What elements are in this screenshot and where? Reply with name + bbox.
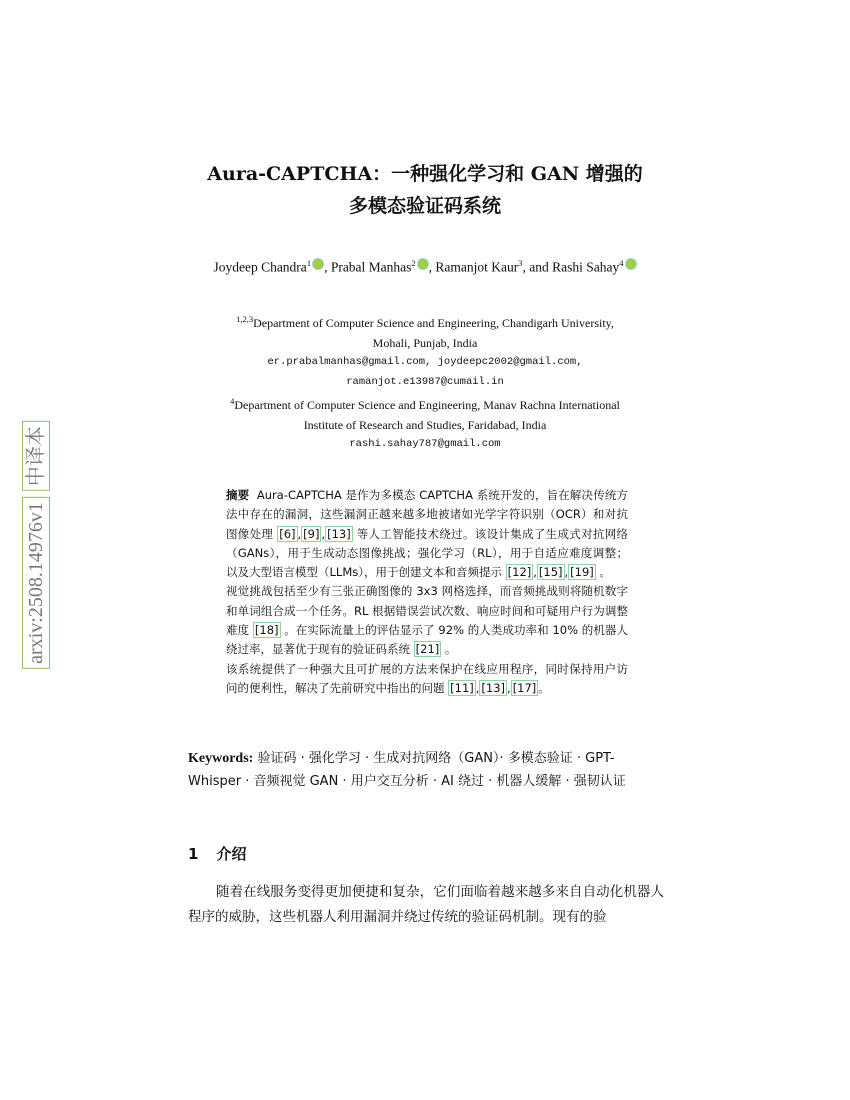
author-name: Rashi Sahay — [552, 259, 620, 275]
author-list — [190, 252, 660, 279]
citation-link[interactable]: [9] — [303, 526, 320, 541]
translation-tag: 中译本 — [22, 421, 50, 491]
citation-separator: , — [321, 526, 326, 541]
abstract-text: 。 — [441, 642, 457, 657]
section-heading — [188, 843, 246, 864]
affil-sup: 4 — [230, 396, 235, 406]
orcid-icon[interactable] — [417, 258, 429, 270]
abstract-paragraph — [226, 660, 628, 699]
citation-link[interactable]: [17] — [512, 680, 537, 695]
author-sup: 2 — [411, 258, 416, 268]
citation-link[interactable]: [13] — [481, 680, 506, 695]
title-line-1: Aura-CAPTCHA：一种强化学习和 GAN 增强的 — [207, 163, 643, 185]
author-sup: 3 — [518, 258, 523, 268]
affil-sup: 1,2,3 — [236, 314, 254, 324]
affil-line: Institute of Research and Studies, Faridabad, India — [303, 417, 547, 432]
keywords — [188, 748, 664, 793]
arxiv-id[interactable]: arxiv:2508.14976v1 — [22, 497, 50, 669]
email-line[interactable]: ramanjot.e13987@cumail.in — [346, 375, 504, 388]
citation-link[interactable]: [19] — [570, 565, 594, 580]
author-separator: , and — [522, 259, 553, 275]
orcid-icon[interactable] — [312, 258, 324, 270]
keywords-text: 验证码 · 强化学习 · 生成对抗网络（GAN）· 多模态验证 · GPT-Whisper · 音频视觉 GAN · 用户交互分析 · AI 绕过 · 机器人缓解 · 强韧认证 — [188, 751, 626, 789]
citation-link[interactable]: [13] — [327, 526, 351, 541]
citation-link[interactable]: [11] — [450, 680, 474, 695]
email-line[interactable]: er.prabalmanhas@gmail.com, joydeepc2002@gmail.com, — [267, 356, 583, 368]
abstract-text: 。在实际流量上的评估显示了 92% 的人类成功率和 10% 的机器人绕过率，显著优于现有的验证码系统 — [226, 623, 628, 657]
author-sup: 1 — [306, 258, 312, 268]
keywords-label: Keywords: — [188, 751, 254, 766]
author-name: Joydeep Chandra — [213, 259, 307, 275]
abstract — [226, 486, 628, 698]
section-title: 介绍 — [216, 845, 247, 863]
affil-line: Mohali, Punjab, India — [372, 335, 478, 350]
abstract-text: Aura-CAPTCHA 是作为多模态 CAPTCHA 系统开发的，旨在解决传统方法中存在的漏洞，这些漏洞正越来越多地被诸如光学字符识别（OCR）和对抗图像处理 — [226, 488, 629, 541]
citation-link[interactable]: [6] — [279, 526, 296, 541]
abstract-text: 该系统提供了一种强大且可扩展的方法来保护在线应用程序，同时保持用户访问的便利性，解决了先前研究中指出的问题 — [226, 661, 628, 695]
author-separator: , — [428, 259, 436, 275]
citation-link[interactable]: [21] — [415, 642, 440, 657]
author-separator: , — [324, 259, 331, 275]
author-name: Prabal Manhas — [330, 259, 412, 275]
citation-link[interactable]: [15] — [538, 565, 563, 580]
affiliations — [180, 310, 670, 455]
abstract-paragraph — [226, 486, 628, 582]
citation-separator: , — [507, 680, 511, 695]
orcid-icon[interactable] — [625, 258, 637, 270]
arxiv-side-stamp — [20, 390, 52, 700]
title-line-2: 多模态验证码系统 — [348, 195, 501, 217]
paper-title — [170, 158, 680, 222]
author-name: Ramanjot Kaur — [435, 259, 519, 275]
author-sup: 4 — [619, 258, 624, 268]
abstract-text: 。 — [595, 565, 611, 580]
citation-separator: , — [475, 680, 480, 695]
citation-link[interactable]: [18] — [254, 623, 279, 638]
abstract-paragraph — [226, 582, 628, 659]
affil-line: Department of Computer Science and Engineering, Chandigarh University, — [253, 316, 614, 330]
section-number: 1 — [188, 845, 199, 863]
abstract-label: 摘要 — [226, 488, 250, 502]
citation-separator: , — [564, 565, 569, 580]
abstract-text: 。 — [538, 680, 550, 695]
citation-separator: , — [533, 565, 537, 580]
intro-paragraph: 随着在线服务变得更加便捷和复杂，它们面临着越来越多来自自动化机器人程序的威胁，这些机器人利用漏洞并绕过传统的验证码机制。现有的验 — [188, 884, 664, 925]
abstract-text: 视觉挑战包括至少有三张正确图像的 3x3 网格选择，而音频挑战则将随机数字和单词组合成一个任务。RL 根据错误尝试次数、响应时间和可疑用户行为调整难度 — [226, 584, 628, 638]
affil-line: Department of Computer Science and Engineering, Manav Rachna International — [234, 398, 620, 412]
abstract-text: 等人工智能技术绕过。该设计集成了生成式对抗网络（GANs），用于生成动态图像挑战；强化学习（RL），用于自适应难度调整；以及大型语言模型（LLMs），用于创建文本和音频提示 — [226, 526, 629, 580]
citation-link[interactable]: [12] — [507, 565, 532, 580]
citation-separator: , — [297, 526, 302, 541]
email-line[interactable]: rashi.sahay787@gmail.com — [349, 438, 501, 450]
